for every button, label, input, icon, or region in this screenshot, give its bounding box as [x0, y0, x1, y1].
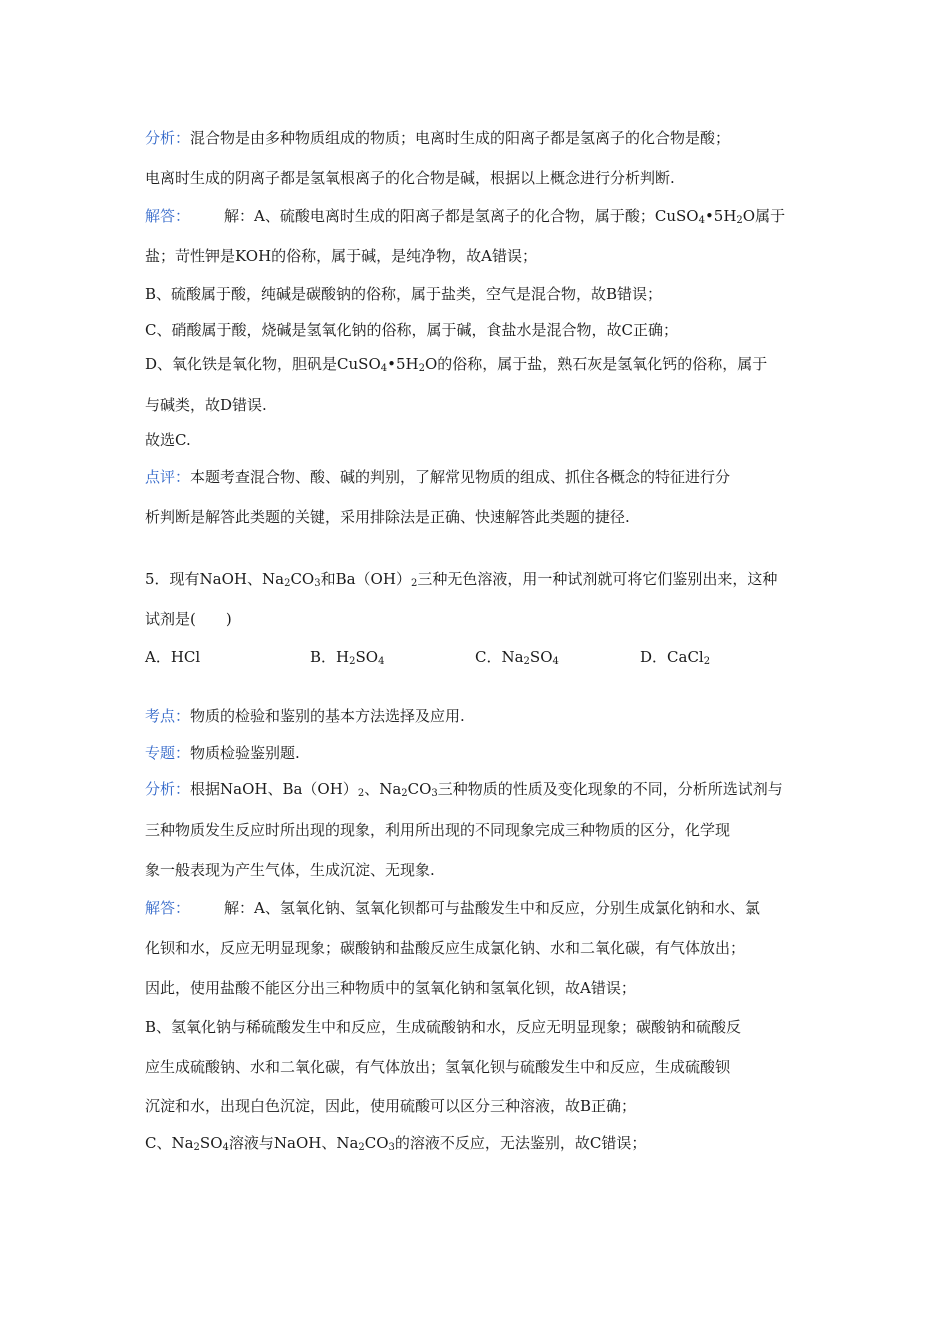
q5-topic-line: 专题：物质检验鉴别题. — [145, 744, 300, 762]
q4-answer-line-3: B、硫酸属于酸，纯碱是碳酸钠的俗称，属于盐类，空气是混合物，故B错误； — [145, 285, 663, 303]
q5-option-b: B．$H_2SO_4$ — [310, 648, 385, 667]
point-label: 考点： — [145, 707, 191, 725]
q4-answer-line-5: D、氧化铁是氧化物，胆矾是$CuSO_4•5H_2O$的俗称，属于盐，熟石灰是氢氧化钙的俗称，属于 — [145, 355, 768, 374]
answer-label: 解答： — [145, 899, 191, 917]
q4-answer-line-1: 解答： 解：A、硫酸电离时生成的阳离子都是氢离子的化合物，属于酸；$CuSO_4•5H_2O$属于 — [145, 207, 786, 226]
q5-answer-line-4: B、氢氧化钠与稀硫酸发生中和反应，生成硫酸钠和水，反应无明显现象；碳酸钠和硫酸反 — [145, 1018, 742, 1036]
q5-answer-line-2: 化钡和水，反应无明显现象；碳酸钠和盐酸反应生成氯化钠、水和二氧化碳，有气体放出； — [145, 939, 746, 957]
q5-answer-line-7: C、$Na_2SO_4$溶液与NaOH、$Na_2CO_3$的溶液不反应，无法鉴别，故C错误； — [145, 1134, 647, 1153]
q4-analysis-line-1: 分析：混合物是由多种物质组成的物质；电离时生成的阳离子都是氢离子的化合物是酸； — [145, 129, 731, 147]
q5-option-c: C．$Na_2SO_4$ — [475, 648, 559, 667]
q4-answer-line-4: C、硝酸属于酸，烧碱是氢氧化钠的俗称，属于碱，食盐水是混合物，故C正确； — [145, 321, 678, 339]
q4-answer-line-6: 与碱类，故D错误. — [145, 396, 267, 414]
q4-analysis-line-2: 电离时生成的阴离子都是氢氧根离子的化合物是碱，根据以上概念进行分析判断. — [145, 169, 675, 187]
q4-answer-line-2: 盐；苛性钾是KOH的俗称，属于碱，是纯净物，故A错误； — [145, 247, 538, 265]
analysis-label: 分析： — [145, 129, 191, 147]
topic-label: 专题： — [145, 744, 191, 762]
q5-analysis-line-1: 分析：根据NaOH、$Ba(OH)_2$、$Na_2CO_3$三种物质的性质及变化现象的不同，分析所选试剂与 — [145, 780, 783, 799]
q5-stem-line-2: 试剂是( ) — [145, 610, 232, 628]
q5-option-d: D．CaCl$_2$ — [640, 648, 711, 667]
q4-answer-line-7: 故选C. — [145, 431, 191, 449]
q5-answer-line-1: 解答： 解：A、氢氧化钠、氢氧化钡都可与盐酸发生中和反应，分别生成氯化钠和水、氯 — [145, 899, 760, 917]
analysis-label: 分析： — [145, 780, 191, 798]
q5-analysis-line-3: 象一般表现为产生气体，生成沉淀、无现象. — [145, 861, 435, 879]
q4-comment-line-2: 析判断是解答此类题的关键，采用排除法是正确、快速解答此类题的捷径. — [145, 508, 630, 526]
q4-comment-line-1: 点评：本题考查混合物、酸、碱的判别，了解常见物质的组成、抓住各概念的特征进行分 — [145, 468, 731, 486]
q5-answer-line-5: 应生成硫酸钠、水和二氧化碳，有气体放出；氢氧化钡与硫酸发生中和反应，生成硫酸钡 — [145, 1058, 731, 1076]
comment-label: 点评： — [145, 468, 191, 486]
q5-option-a: A．HCl — [145, 648, 201, 666]
q5-stem-line-1: 5．现有NaOH、$Na_2CO_3$和$Ba(OH)_2$三种无色溶液，用一种试剂就可将它们鉴别出来，这种 — [145, 570, 778, 589]
q5-point-line: 考点：物质的检验和鉴别的基本方法选择及应用. — [145, 707, 465, 725]
answer-label: 解答： — [145, 207, 191, 225]
q5-answer-line-3: 因此，使用盐酸不能区分出三种物质中的氢氧化钠和氢氧化钡，故A错误； — [145, 979, 636, 997]
q5-answer-line-6: 沉淀和水，出现白色沉淀，因此，使用硫酸可以区分三种溶液，故B正确； — [145, 1097, 637, 1115]
q5-analysis-line-2: 三种物质发生反应时所出现的现象，利用所出现的不同现象完成三种物质的区分，化学现 — [145, 821, 731, 839]
